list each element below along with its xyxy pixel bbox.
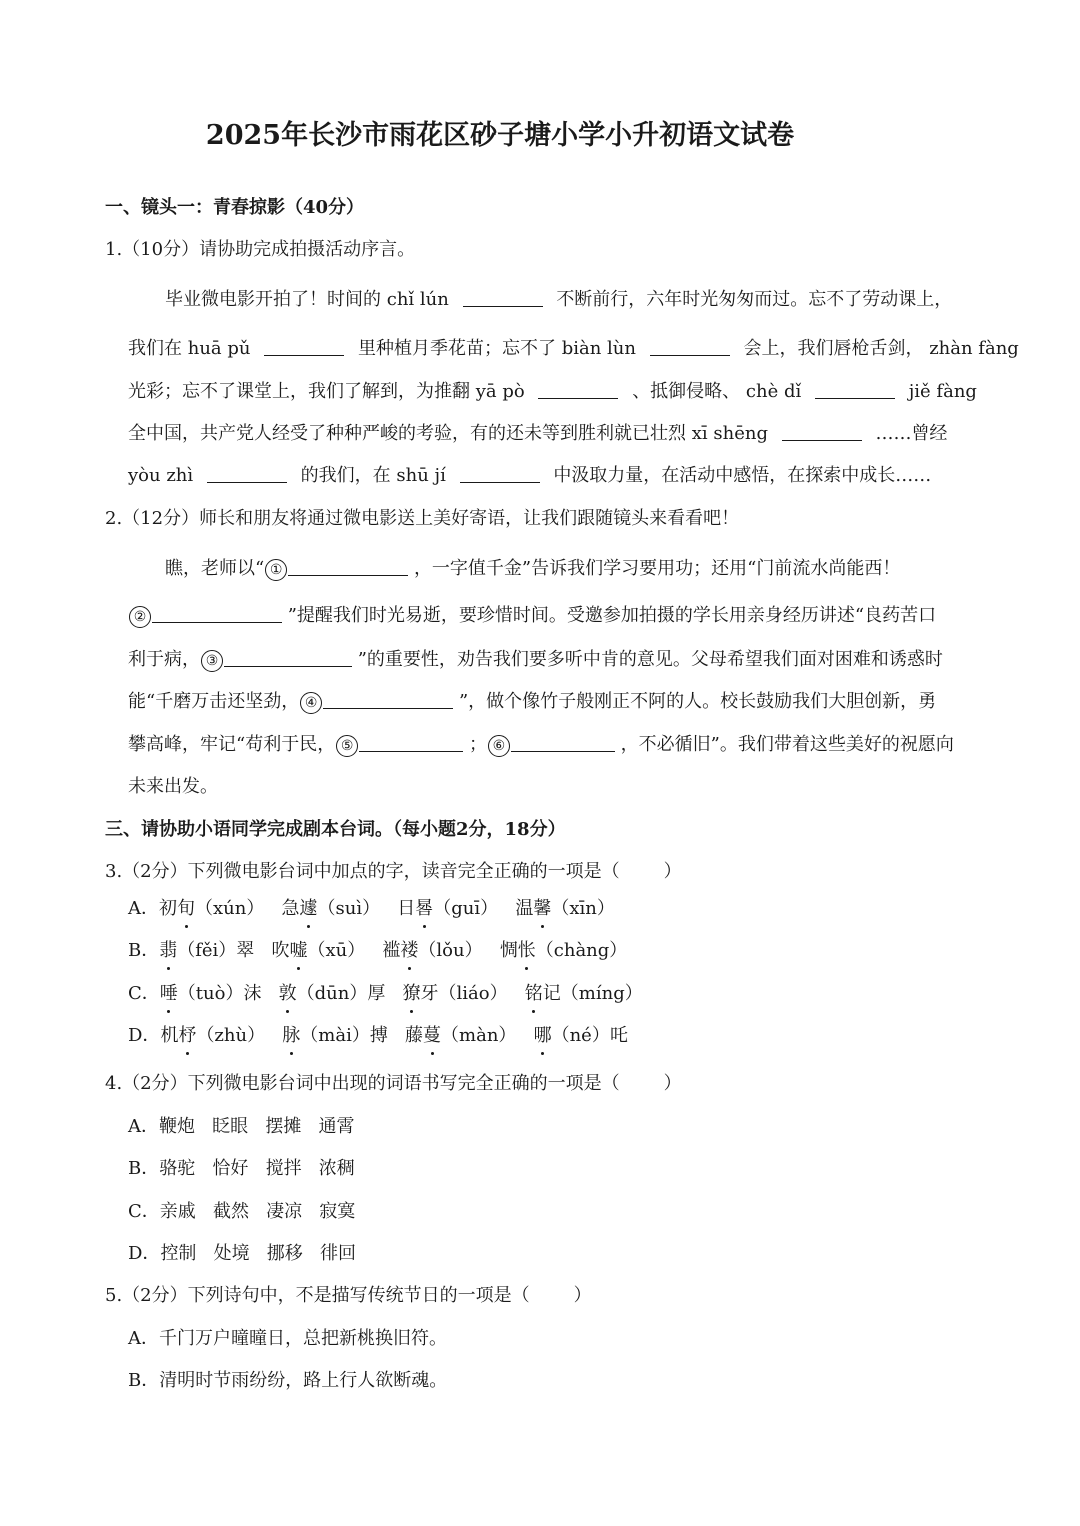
q2-text: ；: [468, 734, 487, 755]
option-word: 处境: [213, 1243, 250, 1264]
q2-text: ”提醒我们时光易逝，要珍惜时间。受邀参加拍摄的学长用亲身经历讲述“良药苦口: [287, 605, 937, 626]
option-letter: B．: [128, 940, 160, 961]
q1-line-1: [165, 288, 952, 312]
q1-text: 会上，我们唇枪舌剑，: [743, 338, 924, 359]
option-text: 急: [281, 898, 300, 919]
dotted-char: 獠: [402, 983, 421, 1004]
q1-text: 中汲取力量，在活动中感悟，在探索中成长……: [553, 465, 932, 486]
q1-text: 里种植月季花苗；忘不了: [357, 338, 556, 359]
option-letter: D．: [128, 1243, 161, 1264]
q2-text: 攀高峰，牢记“苟利于民，: [128, 734, 336, 755]
fill-blank-q2-6[interactable]: [511, 733, 615, 752]
option-text: 记: [542, 983, 561, 1004]
dotted-char: 杼: [178, 1025, 197, 1046]
q1-line-4: [128, 422, 947, 446]
option-text: （míng）: [560, 983, 643, 1004]
option-word: 控制: [160, 1243, 197, 1264]
option-letter: D．: [128, 1025, 161, 1046]
q1-stem: 1.（10分）请协助完成拍摄活动序言。: [105, 239, 416, 260]
option-word: 浓稠: [318, 1158, 355, 1179]
option-letter: C．: [128, 1201, 160, 1222]
option-word: 摆摊: [265, 1116, 302, 1137]
dotted-char: 脉: [282, 1025, 301, 1046]
pinyin-youzhi: yòu zhì: [128, 465, 194, 486]
option-text: 褴: [382, 940, 401, 961]
q5-stem: [105, 1284, 592, 1308]
option-text: （màn）: [441, 1025, 517, 1046]
option-word: 凄凉: [266, 1201, 303, 1222]
pinyin-yapo: yā pò: [475, 381, 525, 402]
q4-stem-end: ）: [663, 1073, 682, 1094]
circled-number: ⑥: [488, 735, 510, 757]
option-text: 初: [159, 898, 177, 919]
q1-text: 全中国，共产党人经受了种种严峻的考验，有的还未等到胜利就已壮烈: [128, 423, 686, 444]
option-text: 惆: [499, 940, 518, 961]
option-word: 鞭炮: [159, 1116, 195, 1137]
option-text: （xū）: [307, 940, 366, 961]
q1-text: 的我们，在: [300, 465, 391, 486]
circled-number: ④: [300, 692, 322, 714]
dotted-char: 翡: [159, 940, 178, 961]
pinyin-huapu: huā pǔ: [187, 338, 251, 359]
fill-blank-8[interactable]: [460, 464, 540, 483]
q4-stem-text: 4.（2分）下列微电影台词中出现的词语书写完全正确的一项是（: [105, 1073, 620, 1094]
fill-blank-2[interactable]: [264, 337, 344, 356]
q4-option-a[interactable]: [128, 1115, 355, 1139]
q4-option-b[interactable]: [128, 1157, 355, 1181]
pinyin-chedi: chè dǐ: [745, 381, 802, 402]
option-text: 吹: [271, 940, 290, 961]
q2-text: 利于病，: [128, 649, 200, 670]
fill-blank-3[interactable]: [650, 337, 730, 356]
option-word: 挪移: [266, 1243, 303, 1264]
option-text: （liáo）: [438, 983, 508, 1004]
dotted-char: 馨: [533, 898, 552, 919]
dotted-char: 铭: [524, 983, 543, 1004]
dotted-char: 哪: [533, 1025, 552, 1046]
option-word: 亲戚: [159, 1201, 196, 1222]
fill-blank-q2-1[interactable]: [288, 557, 408, 576]
option-text: 日: [397, 898, 416, 919]
pinyin-chilun: chǐ lún: [386, 289, 449, 310]
pinyin-xisheng: xī shēng: [691, 423, 768, 444]
dotted-char: 褛: [400, 940, 419, 961]
pinyin-bianlun: biàn lùn: [561, 338, 636, 359]
option-text: （xīn）: [551, 898, 615, 919]
option-text: （zhù）: [196, 1025, 266, 1046]
option-text: 机: [160, 1025, 179, 1046]
option-text: 温: [515, 898, 534, 919]
q3-option-b[interactable]: [128, 939, 627, 963]
q1-text: ……曾经: [875, 423, 948, 444]
option-text: （fěi）翠: [177, 940, 255, 961]
q3-stem-text: 3.（2分）下列微电影台词中加点的字，读音完全正确的一项是（: [105, 861, 620, 882]
q4-stem: [105, 1072, 682, 1096]
section-heading-3: 三、请协助小语同学完成剧本台词。（每小题2分，18分）: [105, 819, 566, 840]
q3-option-d[interactable]: [128, 1024, 628, 1048]
q2-text: ”的重要性，劝告我们要多听中肯的意见。父母希望我们面对困难和诱惑时: [357, 649, 943, 670]
dotted-char: 怅: [517, 940, 536, 961]
option-text: （dūn）厚: [296, 983, 386, 1004]
option-text: （guī）: [433, 898, 499, 919]
fill-blank-6[interactable]: [782, 422, 862, 441]
fill-blank-q2-3[interactable]: [224, 648, 352, 667]
q1-line-5: [128, 464, 931, 488]
pinyin-jiefang: jiě fàng: [908, 381, 977, 402]
option-text: （lǒu）: [418, 940, 483, 961]
q3-stem-end: ）: [663, 861, 682, 882]
q2-line-5: [128, 733, 954, 757]
option-text: （mài）搏: [300, 1025, 388, 1046]
fill-blank-1[interactable]: [463, 288, 543, 307]
option-text: 牙: [420, 983, 439, 1004]
option-text: （né）吒: [551, 1025, 628, 1046]
dotted-char: 晷: [415, 898, 434, 919]
circled-number: ②: [129, 606, 151, 628]
q2-line-2: [128, 604, 936, 628]
q4-option-d[interactable]: [128, 1242, 356, 1266]
option-word: 眨眼: [212, 1116, 249, 1137]
q2-line-3: [128, 648, 943, 672]
dotted-char: 蔓: [423, 1025, 442, 1046]
dotted-char: 唾: [159, 983, 178, 1004]
option-word: 寂寞: [319, 1201, 356, 1222]
q2-stem: 2.（12分）师长和朋友将通过微电影送上美好寄语，让我们跟随镜头来看看吧！: [105, 508, 740, 529]
option-letter: A．: [128, 898, 159, 919]
q5-option-b[interactable]: B．清明时节雨纷纷，路上行人欲断魂。: [128, 1370, 448, 1391]
fill-blank-q2-4[interactable]: [323, 690, 453, 709]
option-text: （xún）: [195, 898, 265, 919]
q1-text: 我们在: [128, 338, 182, 359]
q3-stem: [105, 860, 682, 884]
option-letter: B．: [128, 1158, 160, 1179]
option-word: 徘回: [319, 1243, 356, 1264]
option-text: 藤: [405, 1025, 424, 1046]
q5-option-a[interactable]: A．千门万户曈曈日，总把新桃换旧符。: [128, 1328, 447, 1349]
circled-number: ①: [265, 559, 287, 581]
q4-option-c[interactable]: [128, 1200, 355, 1224]
q2-line-1: [165, 557, 900, 581]
q1-line-2: [128, 337, 1019, 361]
q2-text: ，一字值千金”告诉我们学习要用功；还用“门前流水尚能西！: [413, 558, 901, 579]
option-word: 搅拌: [265, 1158, 302, 1179]
pinyin-shuji: shū jí: [396, 465, 446, 486]
section-heading-1: 一、镜头一：青春掠影（40分）: [105, 197, 365, 218]
q5-stem-end: ）: [573, 1285, 592, 1306]
dotted-char: 旬: [177, 898, 195, 919]
option-word: 通霄: [318, 1116, 355, 1137]
option-text: （chàng）: [535, 940, 628, 961]
q1-text: 毕业微电影开拍了！时间的: [165, 289, 381, 310]
q1-line-3: [128, 380, 977, 404]
option-text: （suì）: [317, 898, 381, 919]
fill-blank-q2-5[interactable]: [359, 733, 463, 752]
fill-blank-q2-2[interactable]: [152, 604, 282, 623]
q5-stem-text: 5.（2分）下列诗句中，不是描写传统节日的一项是（: [105, 1285, 530, 1306]
option-text: （tuò）沫: [177, 983, 262, 1004]
circled-number: ③: [201, 650, 223, 672]
exam-title: 2025年长沙市雨花区砂子塘小学小升初语文试卷: [205, 120, 795, 151]
fill-blank-7[interactable]: [207, 464, 287, 483]
q2-text: 能“千磨万击还坚劲，: [128, 691, 300, 712]
q1-text: 光彩；忘不了课堂上，我们了解到，为推翻: [128, 381, 470, 402]
dotted-char: 遽: [299, 898, 318, 919]
q1-text: 、抵御侵略、: [632, 381, 741, 402]
option-letter: C．: [128, 983, 160, 1004]
pinyin-zhanfang: zhàn fàng: [929, 338, 1019, 359]
q3-option-a[interactable]: [128, 897, 615, 921]
option-word: 截然: [212, 1201, 249, 1222]
option-word: 恰好: [212, 1158, 249, 1179]
q3-option-c[interactable]: [128, 982, 643, 1006]
q2-text: 瞧，老师以“: [165, 558, 265, 579]
fill-blank-4[interactable]: [538, 380, 618, 399]
dotted-char: 敦: [278, 983, 297, 1004]
q2-line-6: 未来出发。: [128, 776, 218, 797]
dotted-char: 嘘: [289, 940, 308, 961]
option-letter: A．: [128, 1116, 159, 1137]
fill-blank-5[interactable]: [815, 380, 895, 399]
q2-text: ，不必循旧”。我们带着这些美好的祝愿向: [620, 734, 954, 755]
q2-text: ”，做个像竹子般刚正不阿的人。校长鼓励我们大胆创新，勇: [458, 691, 937, 712]
q1-text: 不断前行，六年时光匆匆而过。忘不了劳动课上，: [556, 289, 953, 310]
q2-line-4: [128, 690, 936, 714]
circled-number: ⑤: [336, 735, 358, 757]
option-word: 骆驼: [159, 1158, 196, 1179]
